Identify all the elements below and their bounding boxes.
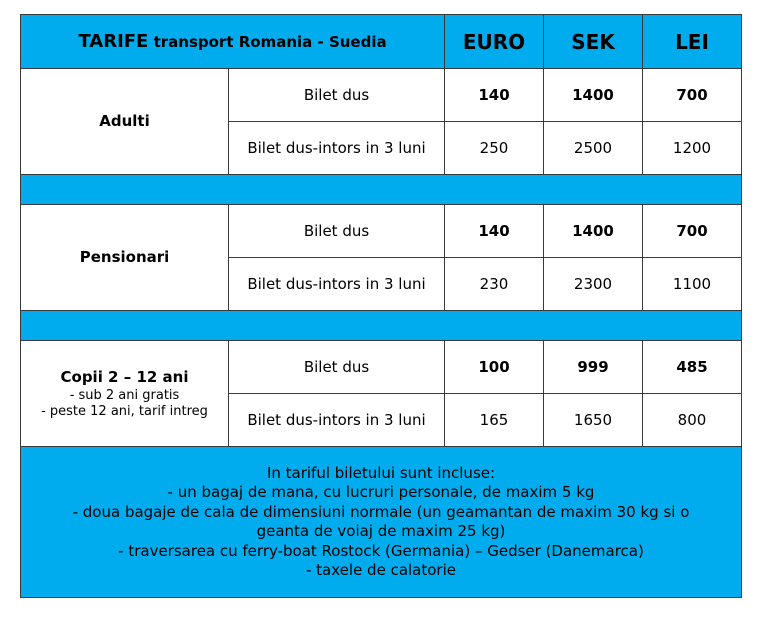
price-sek: 1400 [544, 205, 643, 258]
notes-row [21, 447, 742, 598]
ticket-label: Bilet dus [229, 69, 445, 122]
table-title [21, 15, 445, 69]
separator-row [21, 175, 742, 205]
ticket-label: Bilet dus-intors in 3 luni [229, 258, 445, 311]
table-row [21, 341, 742, 394]
price-euro: 140 [445, 69, 544, 122]
currency-sek-header: SEK [544, 15, 643, 69]
notes-intro: In tariful biletului sunt incluse: [266, 463, 496, 482]
currency-lei-header: LEI [643, 15, 742, 69]
price-lei: 1100 [643, 258, 742, 311]
category-name: Adulti [99, 111, 150, 130]
price-sek: 999 [544, 341, 643, 394]
ticket-label: Bilet dus [229, 341, 445, 394]
notes-item: - doua bagaje de cala de dimensiuni normale (un geamantan de maxim 30 kg si o [72, 502, 690, 521]
tariff-table [20, 14, 742, 598]
price-sek: 2500 [544, 122, 643, 175]
price-sek: 1650 [544, 394, 643, 447]
separator-row [21, 311, 742, 341]
category-pensionari [21, 205, 229, 311]
price-lei: 1200 [643, 122, 742, 175]
price-sek: 2300 [544, 258, 643, 311]
title-bold: TARIFE [78, 31, 149, 52]
price-sek: 1400 [544, 69, 643, 122]
price-euro: 165 [445, 394, 544, 447]
notes-item: - taxele de calatorie [306, 561, 456, 579]
price-euro: 100 [445, 341, 544, 394]
price-lei: 485 [643, 341, 742, 394]
ticket-label: Bilet dus-intors in 3 luni [229, 394, 445, 447]
table-row [21, 205, 742, 258]
price-euro: 250 [445, 122, 544, 175]
separator [21, 175, 742, 205]
category-note: - sub 2 ani gratis [69, 387, 180, 403]
category-name: Pensionari [79, 247, 170, 266]
category-copii [21, 341, 229, 447]
category-adulti [21, 69, 229, 175]
included-notes [21, 447, 742, 598]
separator [21, 311, 742, 341]
price-euro: 230 [445, 258, 544, 311]
table-row [21, 69, 742, 122]
price-lei: 700 [643, 205, 742, 258]
ticket-label: Bilet dus [229, 205, 445, 258]
title-rest: transport Romania - Suedia [153, 33, 387, 51]
category-name: Copii 2 – 12 ani [60, 367, 189, 386]
notes-item: - un bagaj de mana, cu lucruri personale, de maxim 5 kg [167, 483, 595, 501]
price-lei: 800 [643, 394, 742, 447]
price-lei: 700 [643, 69, 742, 122]
currency-euro-header: EURO [445, 15, 544, 69]
price-euro: 140 [445, 205, 544, 258]
notes-item: - traversarea cu ferry-boat Rostock (Germania) – Gedser (Danemarca) [118, 541, 644, 560]
category-note: - peste 12 ani, tarif intreg [41, 403, 208, 419]
ticket-label: Bilet dus-intors in 3 luni [229, 122, 445, 175]
header-row [21, 15, 742, 69]
notes-item: geanta de voiaj de maxim 25 kg) [256, 522, 506, 540]
